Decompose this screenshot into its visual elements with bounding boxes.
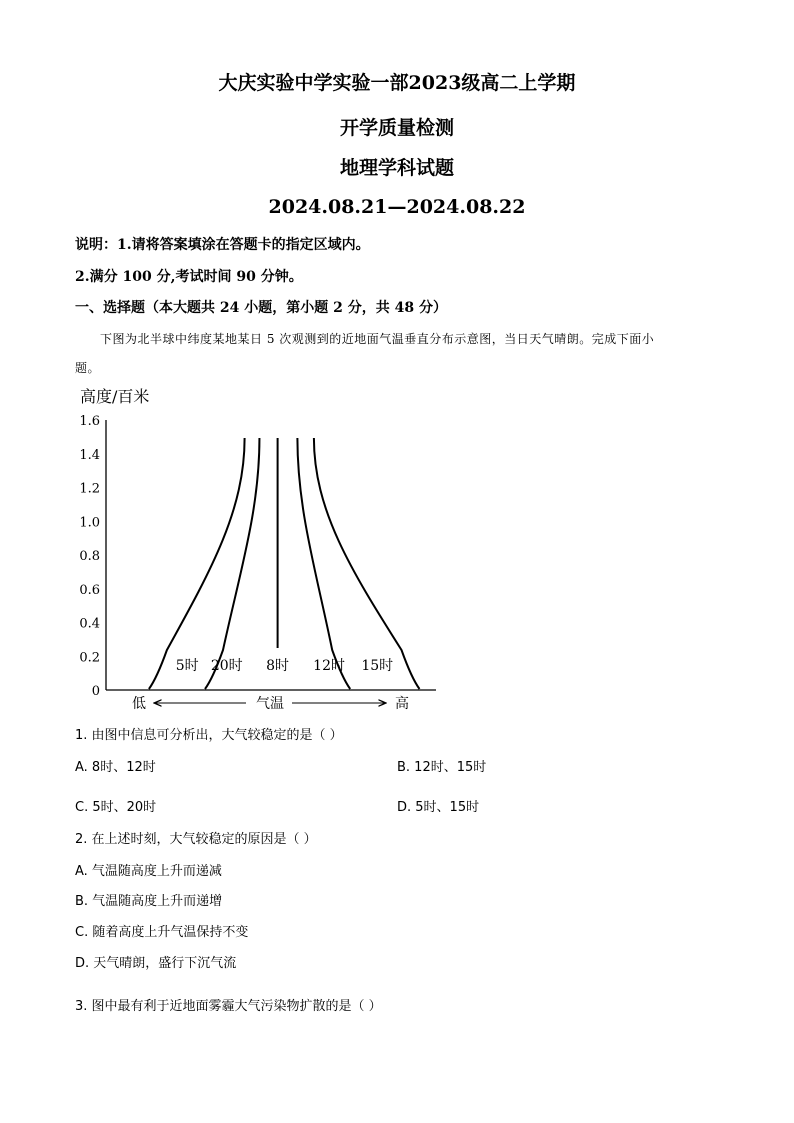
y-tick-label: 1.2: [79, 481, 100, 497]
temperature-profile-chart: [68, 383, 448, 718]
question-2-stem: 2. 在上述时刻，大气较稳定的原因是（ ）: [75, 832, 317, 847]
x-axis-label: 气温: [256, 696, 284, 712]
page-title-line2: 开学质量检测: [339, 117, 454, 139]
question-2-option-a: A. 气温随高度上升而递减: [75, 864, 222, 879]
series-label: 8时: [266, 658, 290, 674]
y-tick-label: 0.2: [79, 650, 100, 666]
x-axis-high-label: 高: [395, 696, 409, 712]
question-1-option-a: A. 8时、12时: [75, 760, 156, 775]
series-label: 15时: [361, 658, 394, 674]
question-2-option-b: B. 气温随高度上升而递增: [75, 894, 223, 909]
question-3-stem: 3. 图中最有利于近地面雾霾大气污染物扩散的是（ ）: [75, 999, 382, 1014]
instruction-line-1: 说明：1.请将答案填涂在答题卡的指定区域内。: [75, 237, 370, 253]
temperature-curve-12时: [297, 438, 350, 689]
question-1-option-c: C. 5时、20时: [75, 800, 157, 815]
x-axis-low-label: 低: [132, 696, 146, 712]
temperature-curve-15时: [314, 438, 420, 689]
page-title-line1: 大庆实验中学实验一部2023级高二上学期: [218, 72, 576, 94]
y-tick-label: 0.8: [79, 549, 100, 564]
series-label: 12时: [313, 658, 345, 674]
page-title-line3: 地理学科试题: [339, 157, 454, 179]
y-axis-label: 高度/百米: [80, 387, 150, 406]
question-1-option-b: B. 12时、15时: [397, 760, 487, 775]
question-1-stem: 1. 由图中信息可分析出，大气较稳定的是（ ）: [75, 728, 343, 743]
section-heading: 一、选择题（本大题共 24 小题，第小题 2 分，共 48 分）: [75, 300, 447, 316]
y-tick-label: 1.4: [79, 447, 100, 463]
y-tick-label: 0.6: [79, 582, 100, 598]
question-1-option-d: D. 5时、15时: [397, 800, 480, 815]
y-tick-label: 1.6: [79, 414, 100, 429]
instruction-line-2: 2.满分 100 分,考试时间 90 分钟。: [75, 269, 303, 285]
question-intro-line-1: 下图为北半球中纬度某地某日 5 次观测到的近地面气温垂直分布示意图，当日天气晴朗。完成下面小: [100, 332, 655, 346]
y-tick-label: 0.4: [79, 616, 100, 632]
y-tick-label: 0: [91, 684, 100, 699]
series-label: 20时: [210, 658, 243, 674]
y-tick-label: 1.0: [79, 515, 100, 531]
exam-date-range: 2024.08.21—2024.08.22: [268, 196, 526, 218]
question-2-option-c: C. 随着高度上升气温保持不变: [75, 925, 249, 940]
temperature-curve-5时: [149, 438, 245, 689]
question-intro-line-2: 题。: [75, 361, 101, 375]
series-label: 5时: [175, 658, 199, 674]
question-2-option-d: D. 天气晴朗，盛行下沉气流: [75, 956, 237, 971]
